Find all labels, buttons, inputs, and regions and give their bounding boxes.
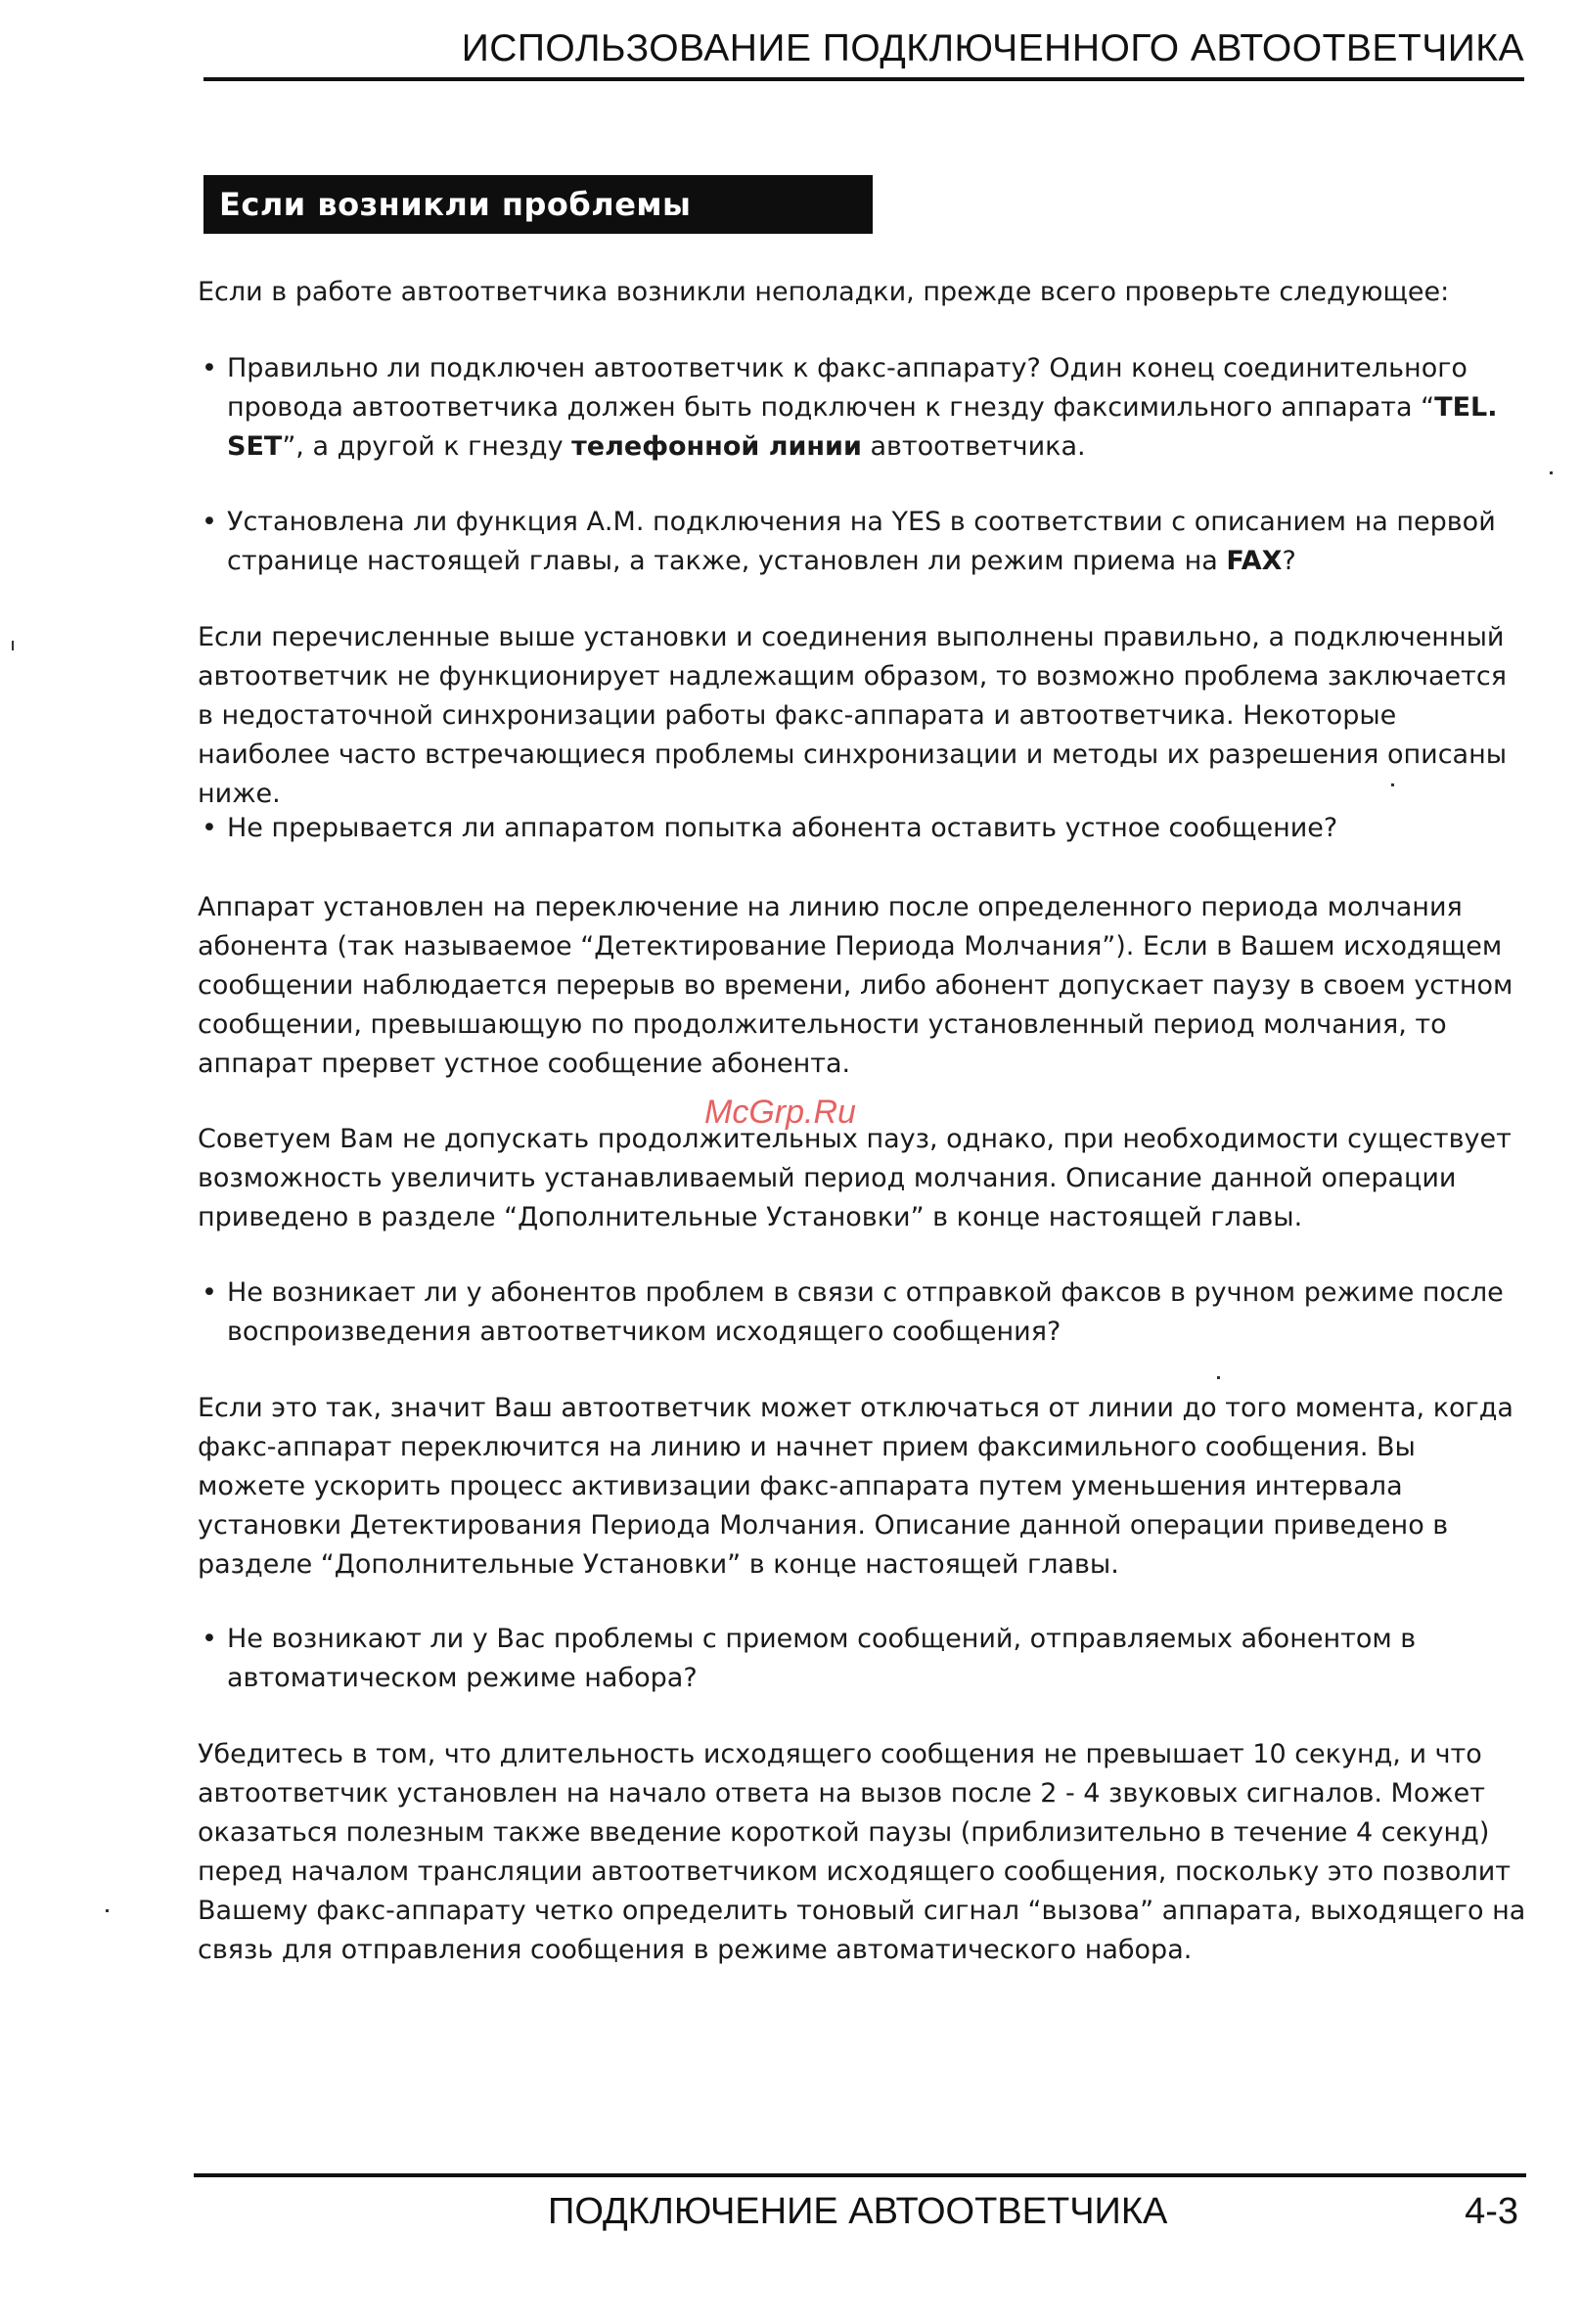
bullet-item-connection: • Правильно ли подключен автоответчик к факс-аппарату? Один конец соединительного провода автоответчика должен быть подключен к гнезду факсимильного аппарата “TEL. SET”, а другой к гнезду телефонной линии автоответчика.	[198, 349, 1528, 467]
watermark: McGrp.Ru	[704, 1094, 856, 1131]
bullet-icon: •	[202, 507, 217, 537]
intro-paragraph: Если в работе автоответчика возникли неполадки, прежде всего проверьте следующее:	[198, 277, 1450, 307]
footer-rule	[194, 2173, 1526, 2177]
bullet-icon: •	[202, 1277, 217, 1308]
scan-speck	[12, 641, 14, 650]
scan-speck	[1550, 471, 1553, 474]
paragraph-disconnect: Если это так, значит Ваш автоответчик может отключаться от линии до того момента, когда факс-аппарат переключится на линию и начнет прием факсимильного сообщения. Вы можете ускорить процесс активизации факс-аппарата путем уменьшения интервала установки Детектирования Периода Молчания. Описание данной операции приведено в разделе “Дополнительные Установки” в конце настоящей главы.	[198, 1393, 1513, 1580]
section-title: Если возникли проблемы	[203, 175, 873, 234]
header-rule	[203, 77, 1524, 81]
bullet-item-manual-fax: • Не возникает ли у абонентов проблем в связи с отправкой факсов в ручном режиме после воспроизведения автоответчиком исходящего сообщения?	[198, 1274, 1528, 1352]
bullet-icon: •	[202, 813, 217, 843]
bullet-icon: •	[202, 1624, 217, 1654]
paragraph-message-length: Убедитесь в том, что длительность исходящего сообщения не превышает 10 секунд, и что автоответчик установлен на начало ответа на вызов после 2 - 4 звуковых сигналов. Может оказаться полезным также введение короткой паузы (приблизительно в течение 4 секунд) перед началом трансляции автоответчиком исходящего сообщения, поскольку это позволит Вашему факс-аппарату четко определить тоновый сигнал “вызова” аппарата, выходящего на связь для отправления сообщения в режиме автоматического набора.	[198, 1739, 1526, 1965]
paragraph-sync: Если перечисленные выше установки и соединения выполнены правильно, а подключенный автоответчик не функционирует надлежащим образом, то возможно проблема заключается в недостаточной синхронизации работы факс-аппарата и автоответчика. Некоторые наиболее часто встречающиеся проблемы синхронизации и методы их разрешения описаны ниже.	[198, 622, 1508, 809]
scan-speck	[1217, 1376, 1220, 1379]
bullet-item-am-function: • Установлена ли функция А.М. подключения на YES в соответствии с описанием на первой странице настоящей главы, а также, установлен ли режим приема на FAX?	[198, 503, 1548, 581]
scan-speck	[106, 1909, 109, 1912]
bullet-icon: •	[202, 353, 217, 383]
page-number: 4-3	[1465, 2191, 1518, 2232]
running-header: ИСПОЛЬЗОВАНИЕ ПОДКЛЮЧЕННОГО АВТООТВЕТЧИКА	[461, 27, 1524, 69]
paragraph-advice: Советуем Вам не допускать продолжительных пауз, однако, при необходимости существует возможность увеличить устанавливаемый период молчания. Описание данной операции приведено в разделе “Дополнительные Установки” в конце настоящей главы.	[198, 1124, 1512, 1232]
running-footer: ПОДКЛЮЧЕНИЕ АВТООТВЕТЧИКА	[548, 2191, 1168, 2232]
scan-speck	[1391, 783, 1394, 786]
bullet-item-interrupt: • Не прерывается ли аппаратом попытка абонента оставить устное сообщение?	[198, 809, 1528, 848]
bullet-item-auto-dial: • Не возникают ли у Вас проблемы с приемом сообщений, отправляемых абонентом в автоматическом режиме набора?	[198, 1620, 1528, 1698]
paragraph-silence-detection: Аппарат установлен на переключение на линию после определенного периода молчания абонента (так называемое “Детектирование Периода Молчания”). Если в Вашем исходящем сообщении наблюдается перерыв во времени, либо абонент допускает паузу в своем устном сообщении, превышающую по продолжительности установленный период молчания, то аппарат прервет устное сообщение абонента.	[198, 892, 1513, 1079]
